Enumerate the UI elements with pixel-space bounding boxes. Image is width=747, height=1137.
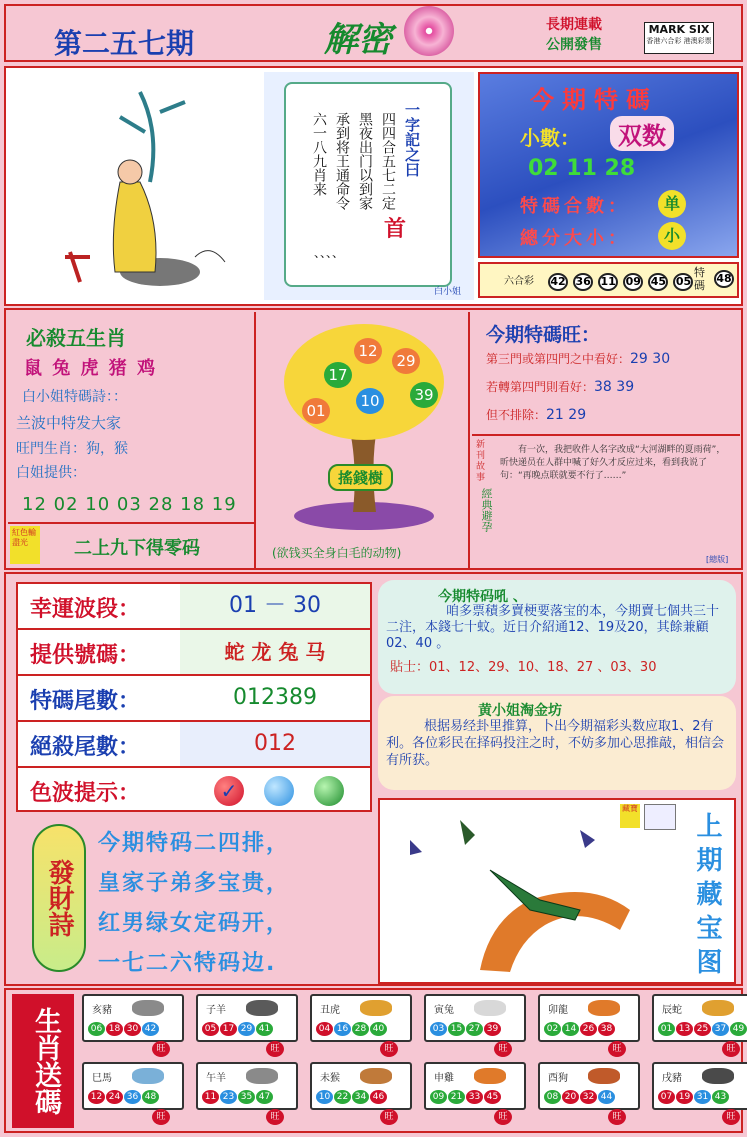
zodiac-number-ball: 49: [730, 1022, 747, 1036]
tree-caption: (欲钱买全身白毛的动物): [272, 546, 402, 560]
zodiac-numbers: [658, 1016, 747, 1036]
zodiac-number-ball: 25: [694, 1022, 711, 1036]
zodiac-number-ball: 41: [256, 1022, 273, 1036]
tree-ball-4: 10: [356, 388, 384, 414]
zodiac-number-ball: 37: [712, 1022, 729, 1036]
zodiac-number-ball: 11: [202, 1090, 219, 1104]
wang-line-3: 但不排除：21 29: [486, 407, 587, 423]
story-panel: [472, 434, 740, 568]
zodiac-number-ball: 16: [334, 1022, 351, 1036]
zodiac-number-ball: 30: [124, 1022, 141, 1036]
zodiac-animal-icon: [132, 1068, 164, 1084]
zodiac-number-ball: 04: [316, 1022, 333, 1036]
zodiac-number-ball: 45: [484, 1090, 501, 1104]
zodiac-animal-icon: [588, 1000, 620, 1016]
logo-text: 解密: [324, 20, 392, 60]
zodiac-number-ball: 48: [142, 1090, 159, 1104]
poem-col-2: 黑夜出门以到家: [357, 112, 373, 210]
row-label-color: 色波提示：: [30, 780, 141, 806]
zodiac-number-ball: 23: [220, 1090, 237, 1104]
zodiac-animal-icon: [132, 1000, 164, 1016]
slogan-1: 長期連載: [546, 17, 602, 33]
news-panel: [378, 580, 736, 694]
zodiac-numbers: [430, 1084, 502, 1104]
zodiac-number-ball: 20: [562, 1090, 579, 1104]
zodiac-card: [424, 994, 526, 1042]
kill-title: 必殺五生肖: [26, 326, 126, 350]
zodiac-card: [652, 1062, 747, 1110]
lottery-ball-1: 42: [548, 273, 568, 291]
zodiac-number-ball: 27: [466, 1022, 483, 1036]
zodiac-wang-badge: 旺: [380, 1041, 398, 1057]
zodiac-card: [538, 1062, 640, 1110]
news-title: 今期特码吼 、: [438, 589, 527, 605]
tree-ball-3: 17: [324, 362, 352, 388]
lottery-ball-6: 05: [673, 273, 693, 291]
lottery-ball-3: 11: [598, 273, 618, 291]
tema-zongfen-value: 小: [658, 222, 686, 250]
zodiac-wang-badge: 旺: [152, 1109, 170, 1125]
kill-numbers: 12 02 10 03 28 18 19: [22, 494, 237, 515]
fortune-side: 發財詩: [32, 824, 86, 972]
zodiac-number-ball: 33: [466, 1090, 483, 1104]
zodiac-animal-icon: [246, 1068, 278, 1084]
kill-bottom-strip: [8, 522, 256, 568]
news-tip: 貼士：01、12、29、10、18、27 、03、30: [390, 660, 657, 675]
zodiac-section: [4, 988, 743, 1133]
zodiac-number-ball: 09: [430, 1090, 447, 1104]
row-label-kill-tail: 絕殺尾數：: [30, 734, 141, 760]
treasure-tag: 藏寶: [620, 804, 640, 828]
zodiac-number-ball: 07: [658, 1090, 675, 1104]
table-row: [18, 768, 370, 812]
kill-animals: 鼠 兔 虎 猪 鸡: [24, 358, 158, 379]
zodiac-number-ball: 13: [676, 1022, 693, 1036]
poem-col-4: 六一八九肖来: [311, 112, 327, 196]
zodiac-number-ball: 32: [580, 1090, 597, 1104]
tema-small-label: 小數：: [520, 126, 580, 150]
row-label-luck: 幸運波段：: [30, 596, 141, 622]
zodiac-number-ball: 36: [124, 1090, 141, 1104]
zodiac-number-ball: 17: [220, 1022, 237, 1036]
zodiac-number-ball: 44: [598, 1090, 615, 1104]
slogan-2: 公開發售: [546, 37, 602, 53]
middle-section: [4, 308, 743, 570]
zodiac-numbers: [202, 1084, 274, 1104]
kill-provider: 白姐提供：: [16, 465, 86, 481]
zodiac-card: [310, 1062, 412, 1110]
tema-title: 今期特碼: [530, 86, 658, 114]
zodiac-numbers: [88, 1016, 160, 1036]
zodiac-number-ball: 14: [562, 1022, 579, 1036]
tema-nums: 02 11 28: [528, 156, 636, 181]
row-value-luck: 01 － 30: [180, 584, 370, 628]
row-value-kill-tail: 012: [180, 722, 370, 766]
red-ball-checked-icon: ✓: [214, 776, 244, 806]
lower-section: [4, 572, 743, 986]
poem-dots: 、、、、: [314, 246, 345, 260]
zodiac-animal-icon: [588, 1068, 620, 1084]
zodiac-number-ball: 35: [238, 1090, 255, 1104]
zodiac-number-ball: 26: [580, 1022, 597, 1036]
zodiac-number-ball: 12: [88, 1090, 105, 1104]
poem-col-1: 四四合五七二定: [380, 112, 396, 210]
lottery-te-ball: 48: [714, 270, 734, 288]
zodiac-name: 亥豬: [92, 1005, 112, 1016]
poem-col-3: 承到将王通命令: [334, 112, 350, 210]
zodiac-wang-badge: 旺: [266, 1041, 284, 1057]
zodiac-name: 酉狗: [548, 1073, 568, 1084]
zodiac-name: 卯龍: [548, 1005, 568, 1016]
zodiac-name: 戌豬: [662, 1073, 682, 1084]
zodiac-number-ball: 01: [658, 1022, 675, 1036]
zodiac-card: [538, 994, 640, 1042]
scholar-drawing: [10, 72, 260, 300]
zodiac-wang-badge: 旺: [266, 1109, 284, 1125]
zodiac-card: [652, 994, 747, 1042]
tree-ball-5: 39: [410, 382, 438, 408]
story-text: 有一次，我把收件人名字改成“大河湖畔的夏雨荷”，昕快递员在人群中喊了好久才反应过来，看到我说了句：“再晚点联就要不行了……”: [500, 445, 726, 481]
zodiac-card: [424, 1062, 526, 1110]
zodiac-animal-icon: [702, 1000, 734, 1016]
poem-title: 一字記之曰: [403, 102, 421, 177]
lottery-ball-4: 09: [623, 273, 643, 291]
table-row: [18, 722, 370, 768]
zodiac-wang-badge: 旺: [494, 1109, 512, 1125]
zodiac-wang-badge: 旺: [608, 1109, 626, 1125]
kill-wang-men: 旺門生肖：狗，猴: [16, 441, 128, 457]
news-body: 咱多票積多賣梗要落宝的本，今期賣七個共三十二注，本錢七十蚊。近日介紹通12、19及20，其餘兼顧02、40 。: [386, 604, 720, 651]
kill-panel: [8, 312, 256, 522]
zodiac-name: 辰蛇: [662, 1005, 682, 1016]
zodiac-wang-badge: 旺: [722, 1041, 740, 1057]
zodiac-name: 子羊: [206, 1005, 226, 1016]
zodiac-card: [310, 994, 412, 1042]
zodiac-animal-icon: [360, 1068, 392, 1084]
zodiac-number-ball: 31: [694, 1090, 711, 1104]
zodiac-name: 午羊: [206, 1073, 226, 1084]
row-value-tail: 012389: [180, 676, 370, 720]
zodiac-number-ball: 06: [88, 1022, 105, 1036]
zodiac-number-ball: 18: [106, 1022, 123, 1036]
zodiac-animal-icon: [246, 1000, 278, 1016]
table-row: [18, 630, 370, 676]
table-row: [18, 676, 370, 722]
lottery-ball-2: 36: [573, 273, 593, 291]
issue-title: 第二五七期: [54, 27, 195, 60]
gold-panel: [378, 696, 736, 790]
fortune-line-2: 皇家子弟多宝贵，: [98, 871, 291, 896]
zodiac-card: [196, 1062, 298, 1110]
fortune-line-4: 一七二六特码边.: [98, 951, 277, 976]
zodiac-card: [82, 1062, 184, 1110]
wang-line-1: 第三門或第四門之中看好：29 30: [486, 351, 671, 367]
zodiac-name: 寅兔: [434, 1005, 454, 1016]
zodiac-number-ball: 19: [676, 1090, 693, 1104]
poem-signature: 白小姐: [434, 287, 462, 297]
lottery-ball-5: 45: [648, 273, 668, 291]
zodiac-animal-icon: [360, 1000, 392, 1016]
tema-zongfen-label: 總分大小：: [520, 228, 630, 249]
marksix-logo: MARK SIX 香港六合彩 港澳彩票: [644, 22, 714, 54]
wang-line-2: 若轉第四門則看好：38 39: [486, 379, 635, 395]
zodiac-numbers: [544, 1016, 616, 1036]
wang-panel: [472, 312, 740, 432]
zodiac-number-ball: 40: [370, 1022, 387, 1036]
zodiac-wang-badge: 旺: [722, 1109, 740, 1125]
zodiac-number-ball: 05: [202, 1022, 219, 1036]
table-row: [18, 584, 370, 630]
row-label-provide: 提供號碼：: [30, 642, 141, 668]
zodiac-name: 申雞: [434, 1073, 454, 1084]
zodiac-card: [196, 994, 298, 1042]
zodiac-wang-badge: 旺: [152, 1041, 170, 1057]
zodiac-number-ball: 15: [448, 1022, 465, 1036]
money-tree-panel: [258, 312, 470, 568]
zodiac-number-ball: 42: [142, 1022, 159, 1036]
zodiac-side-label: 生肖送碼: [12, 994, 74, 1128]
logo-disc-icon: [404, 6, 454, 56]
zodiac-name: 巳馬: [92, 1073, 112, 1084]
zodiac-number-ball: 10: [316, 1090, 333, 1104]
zodiac-number-ball: 24: [106, 1090, 123, 1104]
kill-poem-line: 兰波中特发大家: [16, 414, 122, 432]
tema-heshu-label: 特碼合數：: [520, 196, 630, 217]
zodiac-numbers: [430, 1016, 502, 1036]
zodiac-numbers: [658, 1084, 730, 1104]
tree-ball-1: 12: [354, 338, 382, 364]
zodiac-number-ball: 46: [370, 1090, 387, 1104]
lottery-te-label: 特碼: [694, 266, 705, 292]
zodiac-numbers: [544, 1084, 616, 1104]
treasure-book-icon: [644, 804, 676, 830]
zodiac-number-ball: 02: [544, 1022, 561, 1036]
zodiac-number-ball: 28: [352, 1022, 369, 1036]
zodiac-number-ball: 03: [430, 1022, 447, 1036]
kill-bottom-tag: 紅色輸盡光: [10, 526, 40, 564]
zodiac-card: [82, 994, 184, 1042]
zodiac-number-ball: 39: [484, 1022, 501, 1036]
zodiac-name: 丑虎: [320, 1005, 340, 1016]
scholar-illustration: [10, 72, 260, 300]
zodiac-animal-icon: [702, 1068, 734, 1084]
story-side: 經典避孕: [480, 488, 493, 532]
header: [4, 4, 743, 62]
zodiac-wang-badge: 旺: [380, 1109, 398, 1125]
zodiac-name: 未猴: [320, 1073, 340, 1084]
wang-title: 今期特碼旺：: [486, 324, 601, 346]
zodiac-number-ball: 34: [352, 1090, 369, 1104]
poem-panel: [264, 72, 474, 300]
kill-bottom-text: 二上九下得零码: [74, 538, 200, 559]
zodiac-number-ball: 22: [334, 1090, 351, 1104]
zodiac-number-ball: 47: [256, 1090, 273, 1104]
lottery-label: 六合彩: [504, 276, 534, 287]
story-tag: 新刊故事: [476, 440, 486, 483]
lottery-results-bar: [478, 262, 739, 298]
row-label-tail: 特碼尾數：: [30, 688, 141, 714]
fortune-line-1: 今期特码二四排，: [98, 831, 291, 856]
treasure-panel: [378, 798, 736, 984]
zodiac-numbers: [202, 1016, 274, 1036]
poem-answer: 首: [384, 217, 407, 242]
row-value-provide: 蛇 龙 兔 马: [180, 630, 370, 674]
tema-small-value: 双数: [610, 116, 674, 151]
tree-ball-6: 01: [302, 398, 330, 424]
fortune-panel: [16, 816, 372, 982]
story-stamp: [總版]: [706, 555, 729, 564]
tema-panel: [478, 72, 739, 258]
gold-body: 根据易经卦里推算，卜出今期福彩头数应取1、2有利。各位彩民在择码投注之时，不妨多加心思推敲，相信会有所获。: [386, 719, 725, 768]
treasure-title: 上期藏宝图: [692, 812, 722, 982]
zodiac-wang-badge: 旺: [494, 1041, 512, 1057]
tema-heshu-value: 单: [658, 190, 686, 218]
zodiac-animal-icon: [474, 1068, 506, 1084]
zodiac-number-ball: 43: [712, 1090, 729, 1104]
blue-ball-icon: [264, 776, 294, 806]
top-section: [4, 66, 743, 306]
tree-label: 搖錢樹: [328, 464, 393, 491]
zodiac-number-ball: 29: [238, 1022, 255, 1036]
zodiac-number-ball: 08: [544, 1090, 561, 1104]
info-table: [16, 582, 372, 812]
gold-title: 黄小姐淘金坊: [478, 703, 562, 719]
zodiac-wang-badge: 旺: [608, 1041, 626, 1057]
fortune-line-3: 红男绿女定码开，: [98, 911, 291, 936]
tree-ball-2: 29: [392, 348, 420, 374]
zodiac-numbers: [316, 1084, 388, 1104]
zodiac-numbers: [316, 1016, 388, 1036]
lottery-balls: [548, 270, 693, 291]
kill-poem-title: 白小姐特碼詩：：: [22, 389, 127, 405]
zodiac-number-ball: 38: [598, 1022, 615, 1036]
green-ball-icon: [314, 776, 344, 806]
zodiac-number-ball: 21: [448, 1090, 465, 1104]
zodiac-animal-icon: [474, 1000, 506, 1016]
zodiac-numbers: [88, 1084, 160, 1104]
